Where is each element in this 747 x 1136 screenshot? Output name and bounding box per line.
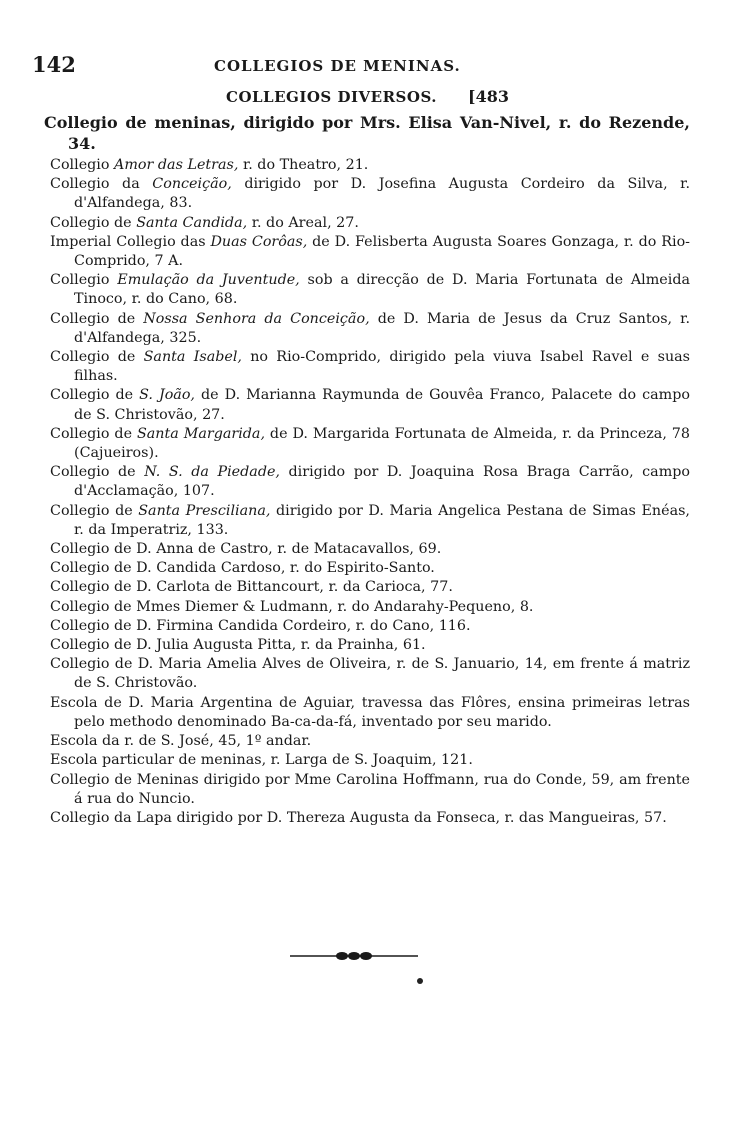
section-title: COLLEGIOS DIVERSOS. xyxy=(226,88,437,106)
list-item: Collegio de Mmes Diemer & Ludmann, r. do Andarahy-Pequeno, 8. xyxy=(50,598,534,615)
ornament-dot xyxy=(417,978,423,984)
list-item: Collegio de D. Carlota de Bittancourt, r. da Carioca, 77. xyxy=(50,579,453,596)
list-item: Collegio de Santa Presciliana, dirigido por D. Maria Angelica Pestana de Simas Enéas, r. da Imperatriz, 133. xyxy=(50,502,690,538)
list-item: Escola de D. Maria Argentina de Aguiar, travessa das Flôres, ensina primeiras letras pelo methodo denominado Ba-ca-da-fá, inventado por seu marido. xyxy=(50,694,690,730)
list-item: Collegio de Nossa Senhora da Conceição, de D. Maria de Jesus da Cruz Santos, r. d'Alfandega, 325. xyxy=(50,310,690,346)
list-item: Collegio de D. Firmina Candida Cordeiro, r. do Cano, 116. xyxy=(50,617,471,634)
list-item: Collegio de S. João, de D. Marianna Raymunda de Gouvêa Franco, Palacete do campo de S. Christovão, 27. xyxy=(50,387,690,423)
list-item: Escola da r. de S. José, 45, 1º andar. xyxy=(50,733,312,750)
horizontal-rule-ornament-icon xyxy=(290,950,418,962)
list-item: Collegio de D. Maria Amelia Alves de Oliveira, r. de S. Januario, 14, em frente á matriz de S. Christovão. xyxy=(50,656,690,692)
list-item: Collegio de Meninas dirigido por Mme Carolina Hoffmann, rua do Conde, 59, am frente á rua do Nuncio. xyxy=(50,771,690,807)
list-item: Collegio Emulação da Juventude, sob a direcção de D. Maria Fortunata de Almeida Tinoco, r. do Cano, 68. xyxy=(50,272,691,308)
list-item: Collegio de D. Anna de Castro, r. de Matacavallos, 69. xyxy=(50,541,442,558)
running-head: COLLEGIOS DE MENINAS. xyxy=(214,57,461,75)
list-item: Collegio de Santa Margarida, de D. Margarida Fortunata de Almeida, r. da Princeza, 78 (Cajueiros). xyxy=(50,425,691,462)
list-item: Collegio da Conceição, dirigido por D. Josefina Augusta Cordeiro da Silva, r. d'Alfandega, 83. xyxy=(50,176,690,212)
list-item: Collegio Amor das Letras, r. do Theatro, 21. xyxy=(50,157,369,173)
list-item: Collegio da Lapa dirigido por D. Thereza Augusta da Fonseca, r. das Mangueiras, 57. xyxy=(50,809,667,826)
list-item: Collegio de D. Candida Cardoso, r. do Espirito-Santo. xyxy=(50,560,435,577)
list-item: Collegio de N. S. da Piedade, dirigido por D. Joaquina Rosa Braga Carrão, campo d'Acclamação, 107. xyxy=(50,464,691,500)
list-item: Collegio de Santa Isabel, no Rio-Comprido, dirigido pela viuva Isabel Ravel e suas filhas. xyxy=(50,349,691,385)
year-marker: [483 xyxy=(468,87,509,106)
list-item: Collegio de Santa Candida, r. do Areal, 27. xyxy=(50,214,359,231)
list-item: Imperial Collegio das Duas Corôas, de D. Felisberta Augusta Soares Gonzaga, r. do Rio-Comprido, 7 A. xyxy=(50,233,691,270)
list-item: Escola particular de meninas, r. Larga de S. Joaquim, 121. xyxy=(50,752,473,769)
list-item: Collegio de D. Julia Augusta Pitta, r. da Prainha, 61. xyxy=(50,637,426,654)
list-item: Collegio de meninas, dirigido por Mrs. Elisa Van-Nivel, r. do Rezende, 34. xyxy=(44,113,690,153)
entry-list xyxy=(44,112,691,828)
page-number: 142 xyxy=(32,52,76,77)
